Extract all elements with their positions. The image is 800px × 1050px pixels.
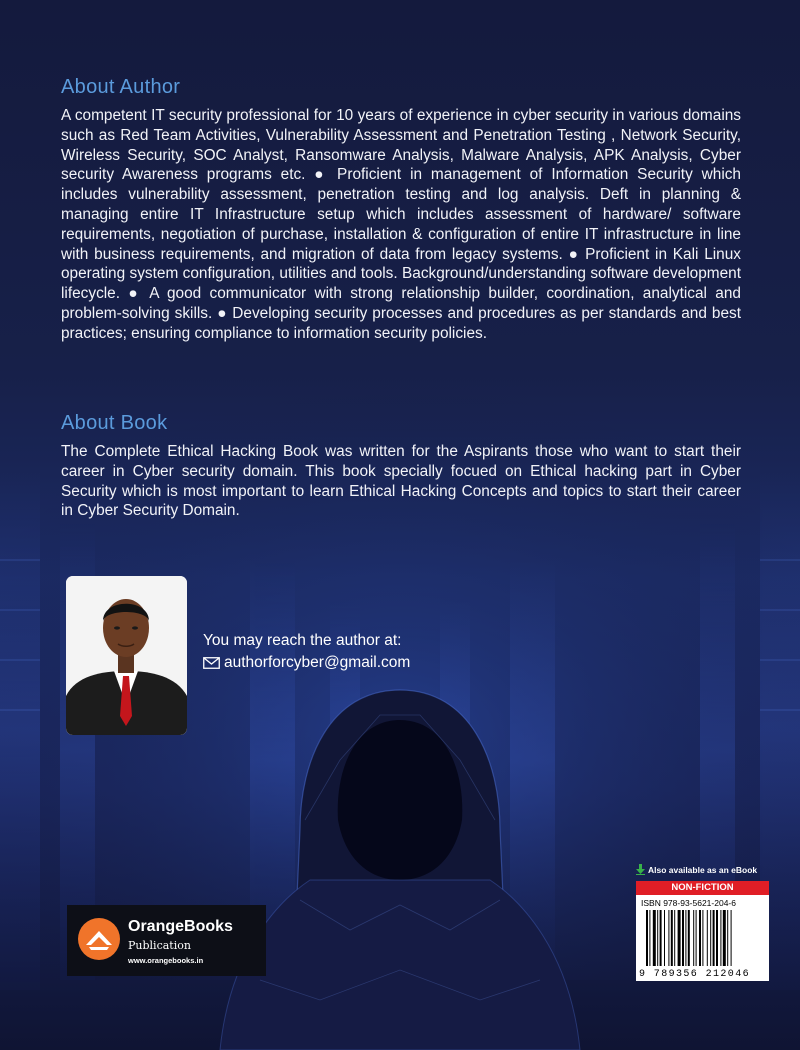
- publisher-url: www.orangebooks.in: [128, 956, 204, 965]
- category-badge: NON-FICTION: [636, 881, 769, 895]
- download-arrow-icon: [636, 864, 645, 875]
- about-book-text: The Complete Ethical Hacking Book was written for the Aspirants those who want to start their career in Cyber security domain. This book specially focued on Ethical hacking part in Cyber Security which is most important to learn Ethical Hacking Concepts and topics to start their career in Cyber Security Domain.: [61, 443, 741, 520]
- author-email[interactable]: authorforcyber@gmail.com: [224, 654, 411, 671]
- envelope-icon: [203, 657, 220, 669]
- contact-line: You may reach the author at:: [203, 632, 402, 649]
- about-author-heading: About Author: [61, 76, 181, 98]
- about-book-heading: About Book: [61, 412, 168, 434]
- isbn-label: ISBN 978-93-5621-204-6: [641, 898, 736, 908]
- ebook-note: [636, 864, 757, 875]
- barcode-block: [636, 864, 769, 981]
- contact-block: [203, 630, 410, 674]
- author-photo: [66, 576, 187, 735]
- publisher-logo: [67, 905, 266, 976]
- barcode-bars: [646, 910, 762, 968]
- publisher-name: OrangeBooks: [128, 918, 233, 935]
- publisher-subtitle: Publication: [128, 939, 191, 952]
- email-row: [203, 652, 410, 674]
- isbn-digits: 9 789356 212046: [639, 969, 751, 980]
- isbn-barcode: [636, 895, 769, 981]
- ebook-note-text: Also available as an eBook: [648, 864, 758, 875]
- orangebooks-icon: [77, 917, 121, 961]
- about-author-text: A competent IT security professional for 10 years of experience in cyber security in various domains such as Red Team Activities, Vulnerability Assessment and Penetration Testing , Network Security, Wireless Security, SOC Analyst, Ransomware Analysis, Malware Analysis, APK Analysis, Cyber security Awareness programs etc. ● Proficient in management of Information Security which includes vulnerability assessment, penetration testing and log analysis. Deft in planning & managing entire IT Infrastructure setup which includes assessment of hardware/ software requirements, negotiation of purchase, installation & configuration of entire IT infrastructure in line with business requirements, and migration of data from legacy systems. ● Proficient in Kali Linux operating system configuration, utilities and tools. Background/understanding software development lifecycle. ● A good communicator with strong relationship builder, coordination, analytical and problem-solving skills. ● Developing security processes and procedures as per standards and best practices; ensuring compliance to information security policies.: [61, 107, 741, 342]
